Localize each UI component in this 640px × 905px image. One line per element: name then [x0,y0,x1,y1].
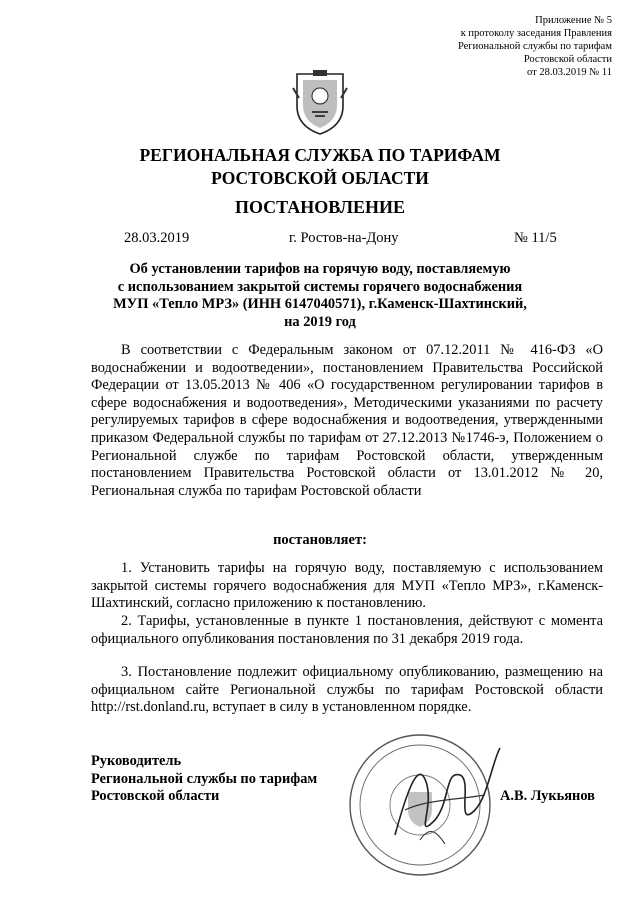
org-line-1: РЕГИОНАЛЬНАЯ СЛУЖБА ПО ТАРИФАМ [139,145,501,165]
signatory-title-line: Региональной службы по тарифам [91,770,318,787]
document-city: г. Ростов-на-Дону [289,230,399,246]
handwritten-signature-icon [375,740,515,860]
appendix-line: Приложение № 5 [535,15,612,26]
clause-1: 1. Установить тарифы на горячую воду, поставляемую с использованием закрытой системы горячего водоснабжения для МУП «Тепло МРЗ», г.Каменск-Шахтинский, согласно приложению к постановлению. [91,560,603,612]
signatory-title-line: Руководитель [91,753,182,769]
signatory-name: А.В. Лукьянов [500,788,595,804]
document-date: 28.03.2019 [124,230,190,246]
appendix-note [458,14,612,79]
appendix-line: от 28.03.2019 № 11 [527,67,612,78]
clause-2: 2. Тарифы, установленные в пункте 1 постановления, действуют с момента официального опубликования постановления по 31 декабря 2019 года. [91,613,603,647]
organization-title [0,144,640,190]
clause-3: 3. Постановление подлежит официальному опубликованию, размещению на официальном сайте Региональной службы по тарифам Ростовской области http://rst.donland.ru, вступает в силу в установленном порядке. [91,664,603,716]
document-type: ПОСТАНОВЛЕНИЕ [234,197,406,217]
subject-line: МУП «Тепло МРЗ» (ИНН 6147040571), г.Каменск-Шахтинский, [113,296,527,312]
subject-line: Об установлении тарифов на горячую воду, поставляемую [129,261,511,277]
signatory-title-line: Ростовской области [91,788,220,804]
appendix-line: Региональной службы по тарифам [457,41,612,52]
coat-of-arms-icon [291,68,349,136]
decrees-heading: постановляет: [273,532,367,548]
document-subject [60,261,580,331]
document-number: № 11/5 [514,230,557,246]
appendix-line: Ростовской области [523,54,612,65]
preamble-paragraph: В соответствии с Федеральным законом от 07.12.2011 № 416-ФЗ «О водоснабжении и водоотведении», постановлением Правительства Российской Федерации от 13.05.2013 № 406 «О государственном регулировании тарифов в сфере водоснабжения и водоотведения», Методическими указаниями по расчету регулируемых тарифов в сфере водоснабжения и водоотведения, утвержденными приказом Федеральной службы по тарифам от 27.12.2013 №1746-э, Положением о Региональной службе по тарифам Ростовской области, утвержденным постановлением Правительства Ростовской области от 13.01.2012 № 20, Региональная служба по тарифам Ростовской области [91,342,603,499]
appendix-line: к протоколу заседания Правления [460,28,612,39]
subject-line: с использованием закрытой системы горячего водоснабжения [117,278,523,295]
subject-line: на 2019 год [284,313,356,330]
org-line-2: РОСТОВСКОЙ ОБЛАСТИ [211,168,429,188]
signatory-title [91,753,317,806]
